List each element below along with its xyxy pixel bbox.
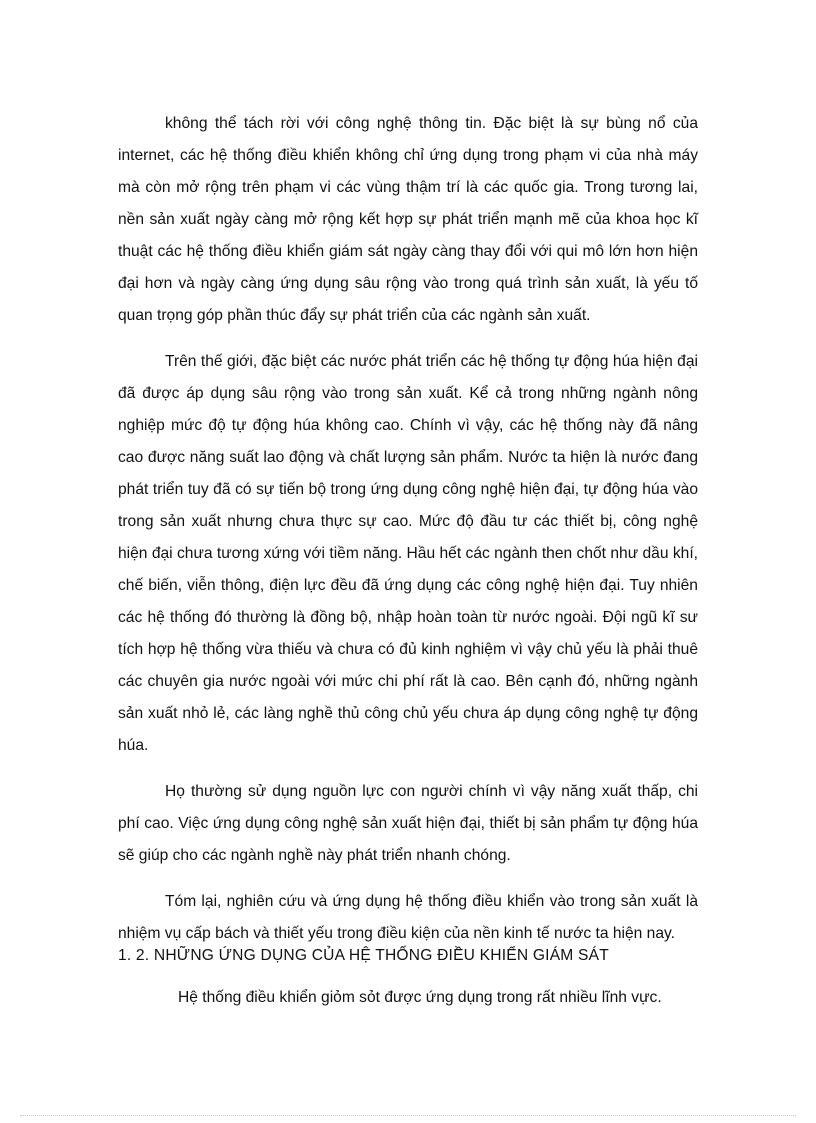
page-bottom-divider (20, 1115, 796, 1116)
section-intro: Hệ thống điều khiển giỏm sỏt được ứng dụng trong rất nhiều lĩnh vực. (178, 989, 662, 1006)
paragraph: Trên thế giới, đặc biệt các nước phát triển các hệ thống tự động húa hiện đại đã được áp dụng sâu rộng vào trong sản xuất. Kể cả trong những ngành nông nghiệp mức độ tự động húa không cao. Chính vì vậy, các hệ thống này đã nâng cao được năng suất lao động và chất lượng sản phẩm. Nước ta hiện là nước đang phát triển tuy đã có sự tiến bộ trong ứng dụng công nghệ hiện đại, tự động húa vào trong sản xuất nhưng chưa thực sự cao. Mức độ đầu tư các thiết bị, công nghệ hiện đại chưa tương xứng với tiềm năng. Hầu hết các ngành then chốt như dầu khí, chế biến, viễn thông, điện lực đều đã ứng dụng các công nghệ hiện đại. Tuy nhiên các hệ thống đó thường là đồng bộ, nhập hoàn toàn từ nước ngoài. Đội ngũ kĩ sư tích hợp hệ thống vừa thiếu và chưa có đủ kinh nghiệm vì vậy chủ yếu là phải thuê các chuyên gia nước ngoài với mức chi phí rất là cao. Bên cạnh đó, những ngành sản xuất nhỏ lẻ, các làng nghề thủ công chủ yếu chưa áp dụng công nghệ tự động húa. (118, 353, 698, 754)
paragraph: Tóm lại, nghiên cứu và ứng dụng hệ thống điều khiển vào trong sản xuất là nhiệm vụ cấp bách và thiết yếu trong điều kiện của nền kinh tế nước ta hiện nay. (118, 893, 698, 942)
section-heading: 1. 2. NHỮNG ỨNG DỤNG CỦA HỆ THỐNG ĐIỀU KHIỂN GIÁM SÁT (118, 947, 609, 964)
paragraph: không thể tách rời với công nghệ thông tin. Đặc biệt là sự bùng nổ của internet, các hệ thống điều khiển không chỉ ứng dụng trong phạm vi của nhà máy mà còn mở rộng trên phạm vi các vùng thậm trí là các quốc gia. Trong tương lai, nền sản xuất ngày càng mở rộng kết hợp sự phát triển mạnh mẽ của khoa học kĩ thuật các hệ thống điều khiển giám sát ngày càng thay đổi với qui mô lớn hơn hiện đại hơn và ngày càng ứng dụng sâu rộng vào trong quá trình sản xuất, là yếu tố quan trọng góp phần thúc đẩy sự phát triển của các ngành sản xuất. (118, 115, 698, 324)
body-text (118, 108, 698, 964)
paragraph: Họ thường sử dụng nguồn lực con người chính vì vậy năng xuất thấp, chi phí cao. Việc ứng dụng công nghệ sản xuất hiện đại, thiết bị sản phẩm tự động húa sẽ giúp cho các ngành nghề này phát triển nhanh chóng. (118, 783, 698, 864)
